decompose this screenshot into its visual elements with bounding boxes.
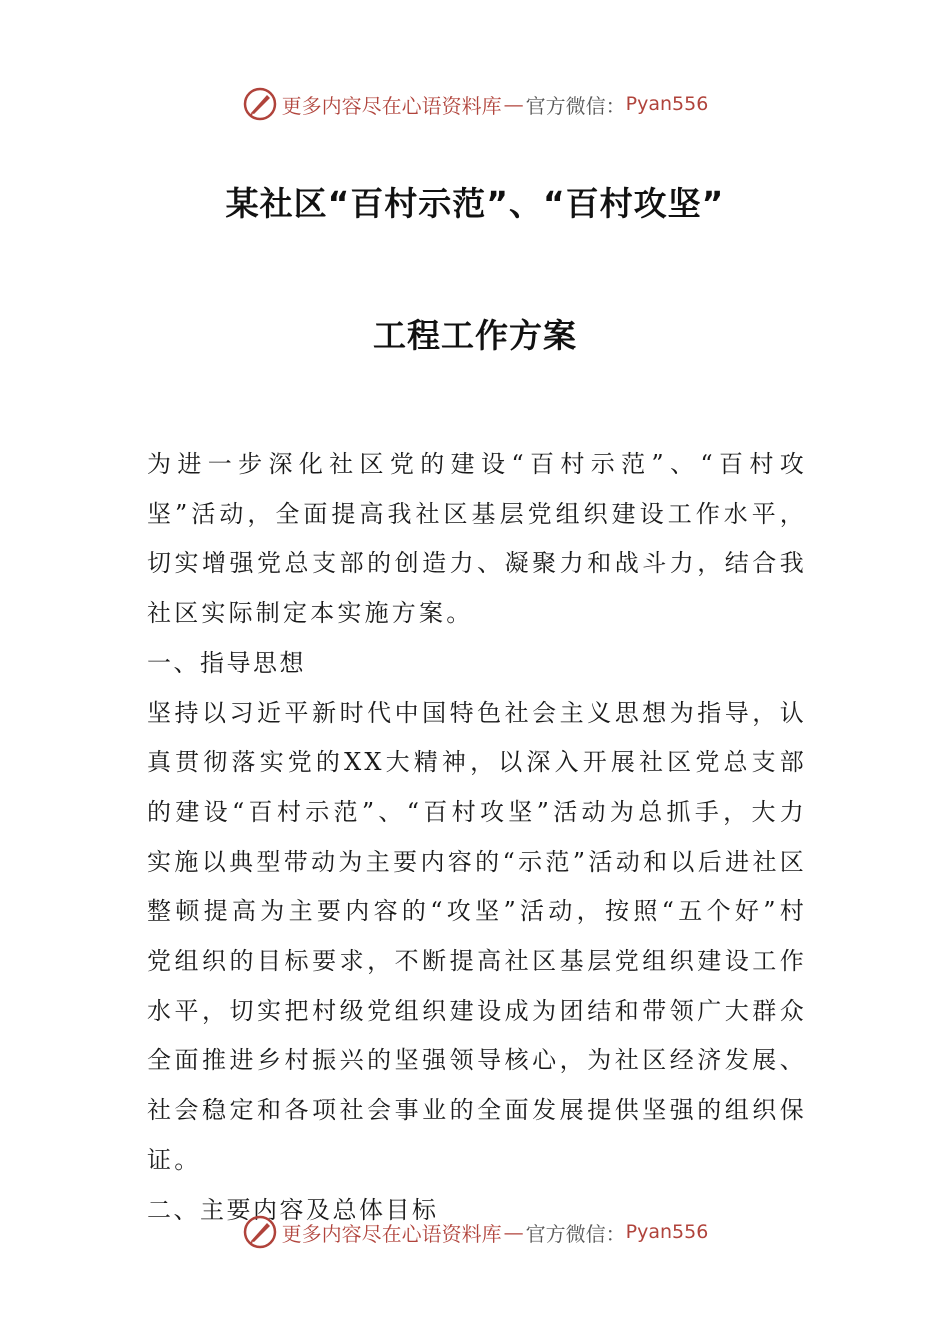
- document-title-line-1: 某社区“百村示范”、“百村攻坚”: [225, 184, 725, 223]
- banner-official-label: 官方微信：: [525, 1221, 626, 1246]
- section-heading-guiding-ideology: 一、指导思想: [147, 648, 306, 677]
- guiding-ideology-paragraph: 坚持以习近平新时代中国特色社会主义思想为指导，认真贯彻落实党的XX大精神，以深入开展社区党总支部的建设“百村示范”、“百村攻坚”活动为总抓手，大力实施以典型带动为主要内容的“示范”活动和以后进社区整顿提高为主要内容的“攻坚”活动，按照“五个好”村党组织的目标要求，不断提高社区基层党组织建设工作水平，切实把村级党组织建设成为团结和带领广大群众全面推进乡村振兴的坚强领导核心，为社区经济发展、社会稳定和各项社会事业的全面发展提供坚强的组织保证。: [147, 698, 807, 1174]
- banner-dash: —: [503, 1220, 524, 1244]
- document-body: [147, 440, 807, 1235]
- section-heading-main-content: 二、主要内容及总体目标: [147, 1195, 439, 1224]
- intro-paragraph: 为进一步深化社区党的建设“百村示范”、“百村攻坚”活动，全面提高我社区基层党组织建设工作水平，切实增强党总支部的创造力、凝聚力和战斗力，结合我社区实际制定本实施方案。: [147, 450, 807, 628]
- document-title-line-2: 工程工作方案: [373, 316, 577, 355]
- banner-brand-text: 更多内容尽在心语资料库: [281, 1221, 502, 1246]
- footer-watermark-banner: [0, 1212, 950, 1252]
- banner-official-label: 官方微信：: [525, 93, 626, 118]
- header-watermark-banner: [0, 84, 950, 124]
- banner-wechat-id: Pyan556: [625, 93, 709, 115]
- banner-dash: —: [503, 92, 524, 116]
- quill-logo-icon: [242, 1214, 278, 1250]
- banner-wechat-id: Pyan556: [625, 1221, 709, 1243]
- banner-brand-text: 更多内容尽在心语资料库: [281, 93, 502, 118]
- quill-logo-icon: [242, 86, 278, 122]
